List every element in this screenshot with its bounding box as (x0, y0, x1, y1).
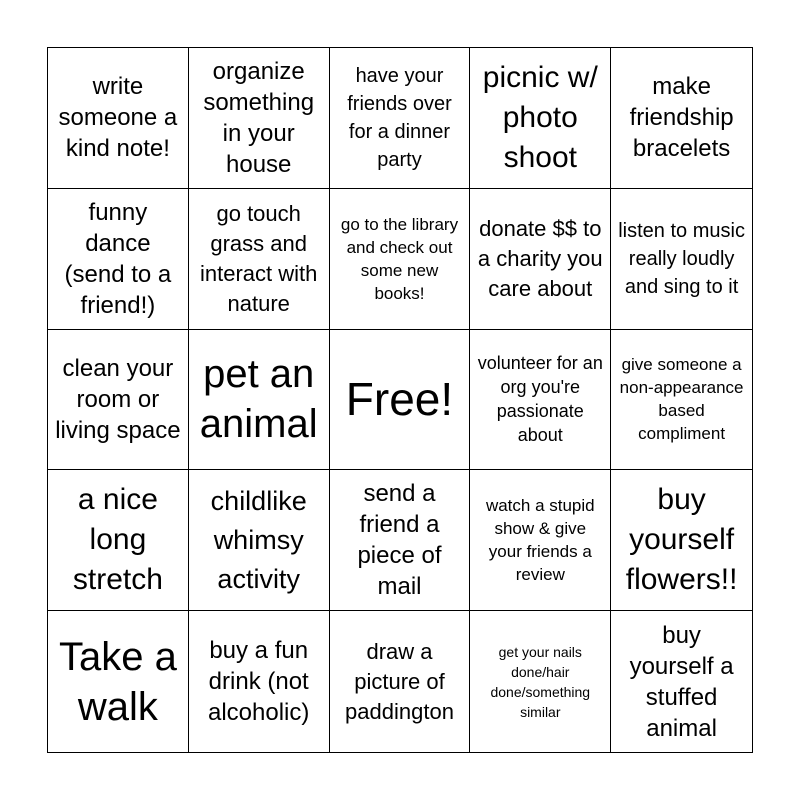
bingo-cell-text: give someone a non-appearance based compliment (619, 355, 744, 444)
bingo-cell-r1c3[interactable] (330, 48, 471, 189)
bingo-cell-r4c2[interactable] (189, 470, 330, 611)
bingo-cell-text: watch a stupid show & give your friends a review (485, 496, 595, 585)
bingo-cell-text: pet an animal (199, 352, 318, 447)
bingo-cell-r2c1[interactable] (48, 189, 189, 330)
bingo-board (47, 47, 753, 753)
bingo-cell-text: buy a fun drink (not alcoholic) (208, 637, 310, 727)
free-space-cell[interactable] (330, 330, 471, 471)
bingo-cell-text: donate $$ to a charity you care about (477, 215, 603, 301)
bingo-cell-r3c5[interactable] (611, 330, 752, 471)
bingo-cell-text: Take a walk (58, 634, 177, 729)
bingo-cell-r4c1[interactable] (48, 470, 189, 611)
bingo-cell-r3c1[interactable] (48, 330, 189, 471)
bingo-cell-r2c5[interactable] (611, 189, 752, 330)
bingo-cell-text: buy yourself a stuffed animal (629, 621, 734, 742)
bingo-cell-text: draw a picture of paddington (345, 638, 454, 724)
bingo-cell-text: buy yourself flowers!! (625, 483, 738, 597)
bingo-cell-r1c4[interactable] (470, 48, 611, 189)
bingo-cell-r4c5[interactable] (611, 470, 752, 611)
bingo-cell-r5c2[interactable] (189, 611, 330, 752)
free-space-label: Free! (345, 373, 454, 426)
bingo-cell-r3c4[interactable] (470, 330, 611, 471)
bingo-cell-r5c4[interactable] (470, 611, 611, 752)
bingo-cell-r2c3[interactable] (330, 189, 471, 330)
bingo-cell-text: picnic w/ photo shoot (482, 60, 598, 174)
bingo-cell-text: listen to music really loudly and sing to it (618, 219, 745, 298)
bingo-cell-r4c3[interactable] (330, 470, 471, 611)
bingo-cell-r2c4[interactable] (470, 189, 611, 330)
bingo-cell-r1c2[interactable] (189, 48, 330, 189)
bingo-cell-text: a nice long stretch (72, 483, 163, 597)
bingo-cell-text: write someone a kind note! (58, 73, 178, 163)
bingo-cell-r5c1[interactable] (48, 611, 189, 752)
bingo-cell-text: go to the library and check out some new books! (340, 214, 459, 303)
bingo-cell-r1c5[interactable] (611, 48, 752, 189)
bingo-cell-r5c5[interactable] (611, 611, 752, 752)
bingo-cell-text: make friendship bracelets (629, 73, 734, 163)
bingo-cell-text: organize something in your house (203, 57, 315, 178)
bingo-cell-text: funny dance (send to a friend!) (64, 198, 172, 319)
bingo-cell-r3c2[interactable] (189, 330, 330, 471)
bingo-cell-text: have your friends over for a dinner party (347, 64, 452, 171)
bingo-cell-text: volunteer for an org you're passionate about (477, 353, 603, 446)
bingo-cell-r2c2[interactable] (189, 189, 330, 330)
bingo-cell-r5c3[interactable] (330, 611, 471, 752)
bingo-cell-text: send a friend a piece of mail (357, 480, 442, 601)
bingo-cell-text: go touch grass and interact with nature (200, 200, 318, 316)
bingo-cell-text: childlike whimsy activity (210, 485, 307, 594)
bingo-cell-r1c1[interactable] (48, 48, 189, 189)
bingo-cell-text: get your nails done/hair done/something similar (490, 643, 591, 720)
bingo-cell-r4c4[interactable] (470, 470, 611, 611)
bingo-cell-text: clean your room or living space (55, 354, 181, 444)
